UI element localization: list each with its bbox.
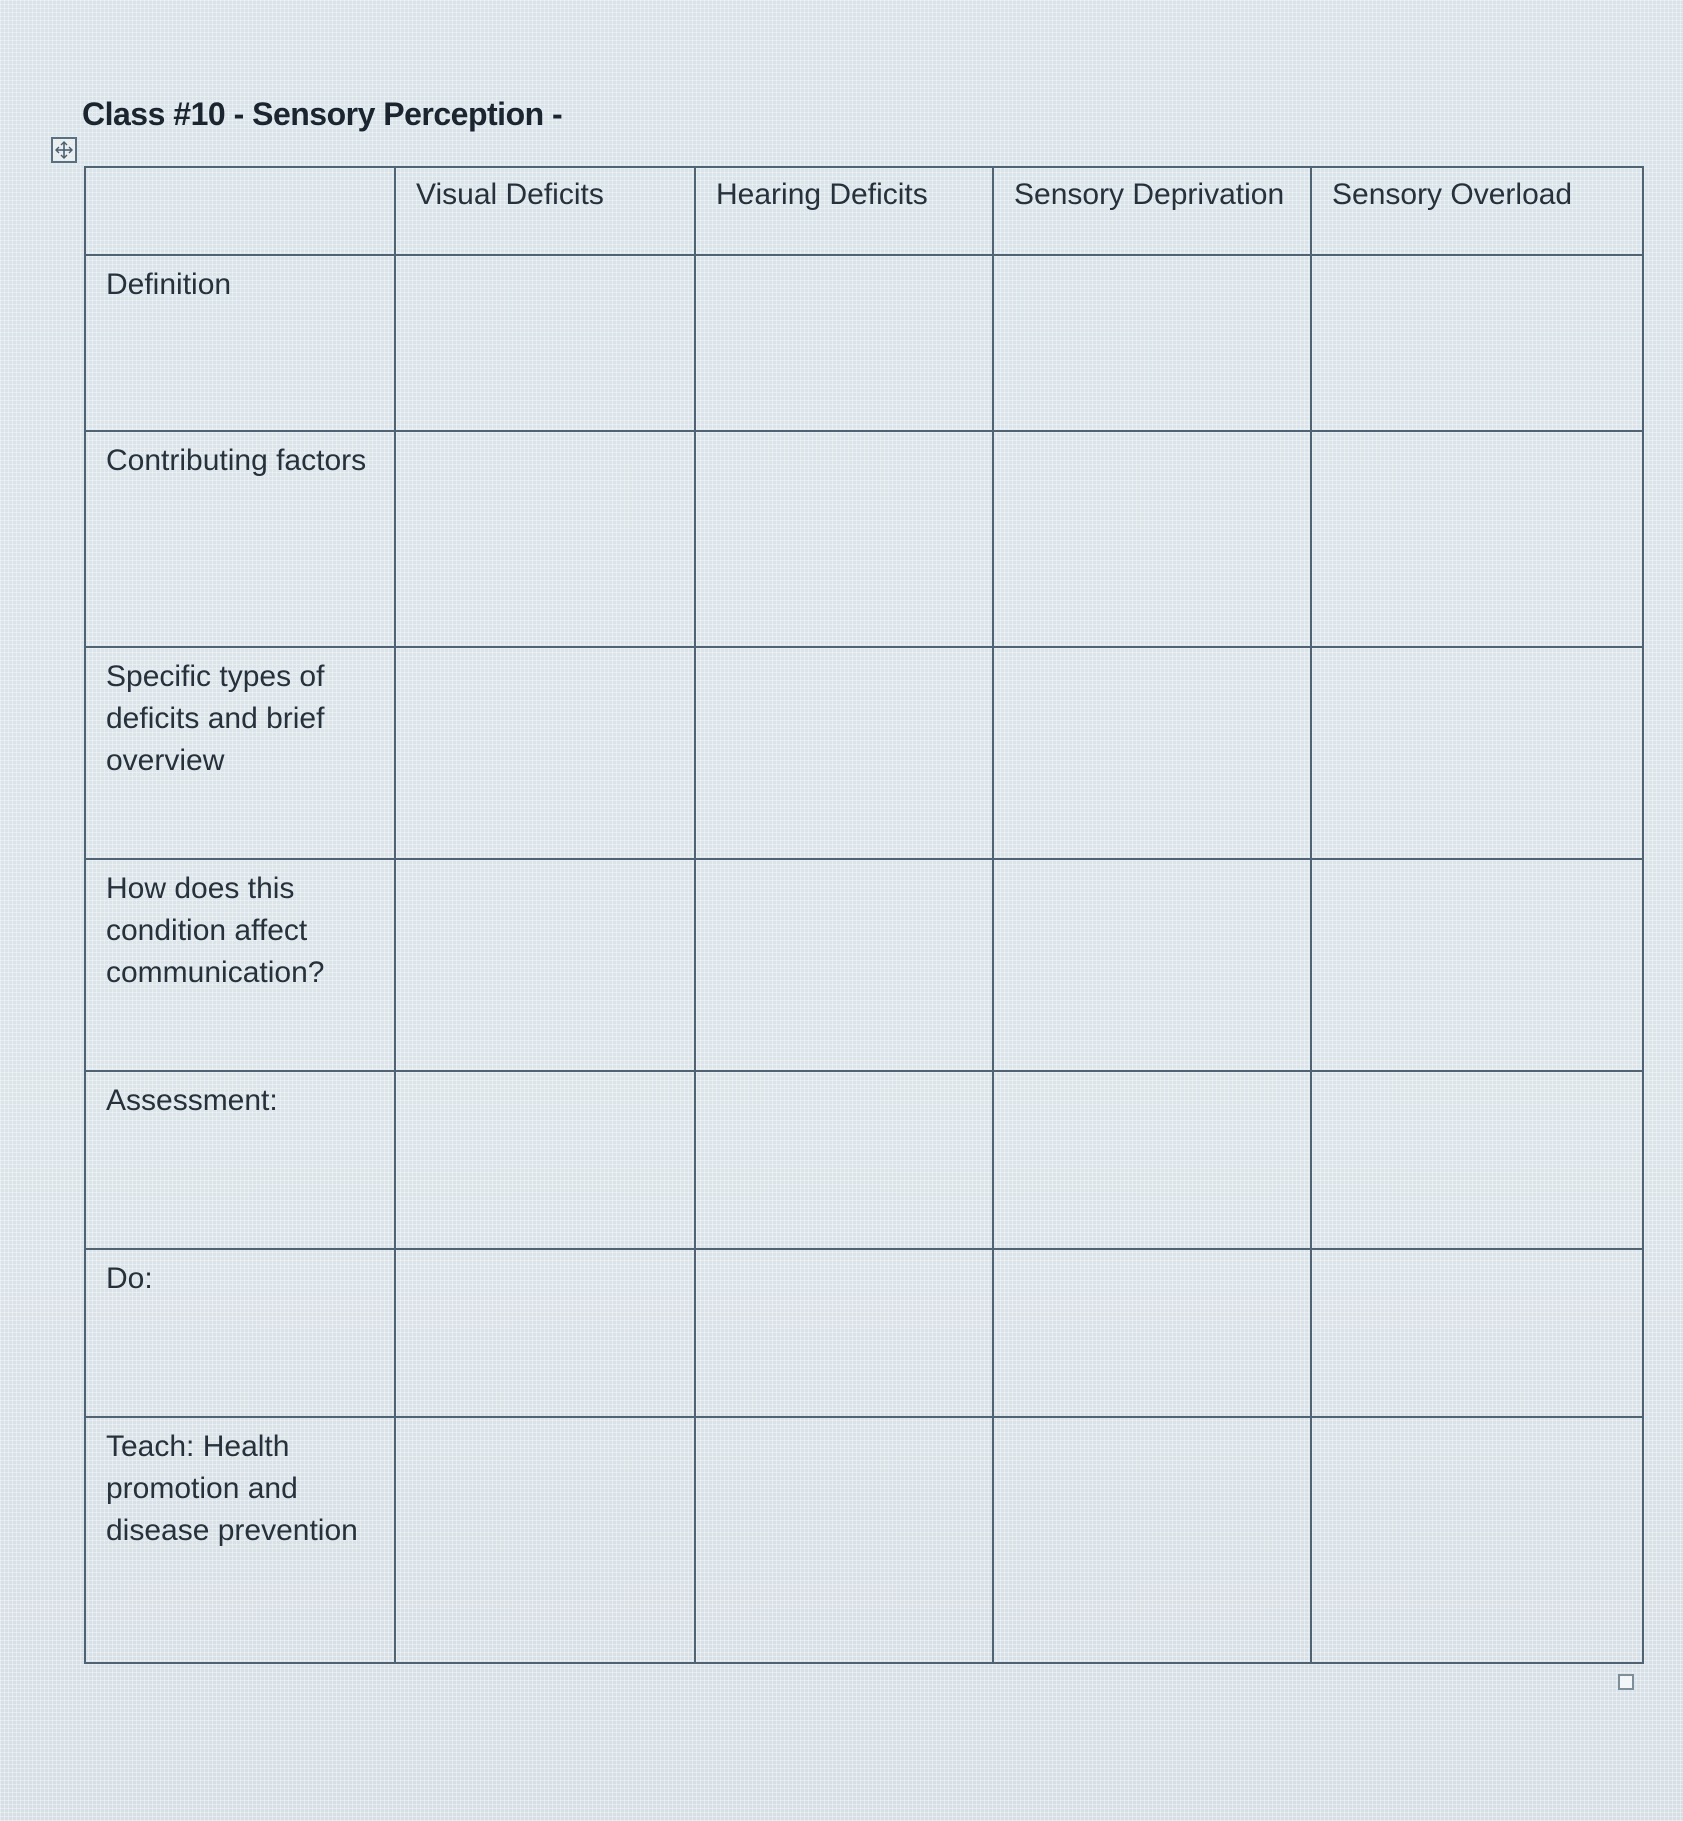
corner-header-cell[interactable] <box>85 167 395 255</box>
row-label-contributing-factors[interactable]: Contributing factors <box>85 431 395 647</box>
table-cell[interactable] <box>395 1249 695 1417</box>
table-cell[interactable] <box>1311 431 1643 647</box>
table-row <box>85 1249 1643 1417</box>
table-cell[interactable] <box>993 1249 1311 1417</box>
table-cell[interactable] <box>1311 1417 1643 1663</box>
move-arrows-icon <box>55 141 73 159</box>
table-cell[interactable] <box>695 1249 993 1417</box>
table-cell[interactable] <box>695 1417 993 1663</box>
table-cell[interactable] <box>1311 1071 1643 1249</box>
table-cell[interactable] <box>993 859 1311 1071</box>
table-cell[interactable] <box>395 255 695 431</box>
column-header-hearing-deficits[interactable]: Hearing Deficits <box>695 167 993 255</box>
table-row <box>85 1071 1643 1249</box>
table-cell[interactable] <box>395 1071 695 1249</box>
table-cell[interactable] <box>1311 647 1643 859</box>
table-cell[interactable] <box>993 431 1311 647</box>
table-cell[interactable] <box>395 647 695 859</box>
table-row <box>85 431 1643 647</box>
column-header-sensory-deprivation[interactable]: Sensory Deprivation <box>993 167 1311 255</box>
table-cell[interactable] <box>993 255 1311 431</box>
row-label-teach[interactable]: Teach: Health promotion and disease prevention <box>85 1417 395 1663</box>
table-cell[interactable] <box>993 647 1311 859</box>
table-row <box>85 1417 1643 1663</box>
row-label-definition[interactable]: Definition <box>85 255 395 431</box>
table-cell[interactable] <box>695 647 993 859</box>
sensory-perception-table <box>84 166 1644 1664</box>
document-title: Class #10 - Sensory Perception - <box>82 96 563 132</box>
table-cell[interactable] <box>695 1071 993 1249</box>
table-cell[interactable] <box>1311 1249 1643 1417</box>
table-move-icon[interactable] <box>51 137 77 163</box>
column-header-sensory-overload[interactable]: Sensory Overload <box>1311 167 1643 255</box>
table-resize-icon[interactable] <box>1618 1674 1634 1690</box>
table-cell[interactable] <box>993 1071 1311 1249</box>
table-cell[interactable] <box>695 255 993 431</box>
table-row <box>85 859 1643 1071</box>
row-label-assessment[interactable]: Assessment: <box>85 1071 395 1249</box>
row-label-specific-types[interactable]: Specific types of deficits and brief overview <box>85 647 395 859</box>
table-header-row <box>85 167 1643 255</box>
table-row <box>85 647 1643 859</box>
table-cell[interactable] <box>395 431 695 647</box>
row-label-do[interactable]: Do: <box>85 1249 395 1417</box>
table-cell[interactable] <box>1311 859 1643 1071</box>
table-cell[interactable] <box>993 1417 1311 1663</box>
column-header-visual-deficits[interactable]: Visual Deficits <box>395 167 695 255</box>
table-cell[interactable] <box>695 431 993 647</box>
table-cell[interactable] <box>395 859 695 1071</box>
table-cell[interactable] <box>695 859 993 1071</box>
table-cell[interactable] <box>395 1417 695 1663</box>
row-label-communication[interactable]: How does this condition affect communication? <box>85 859 395 1071</box>
table-row <box>85 255 1643 431</box>
table-cell[interactable] <box>1311 255 1643 431</box>
